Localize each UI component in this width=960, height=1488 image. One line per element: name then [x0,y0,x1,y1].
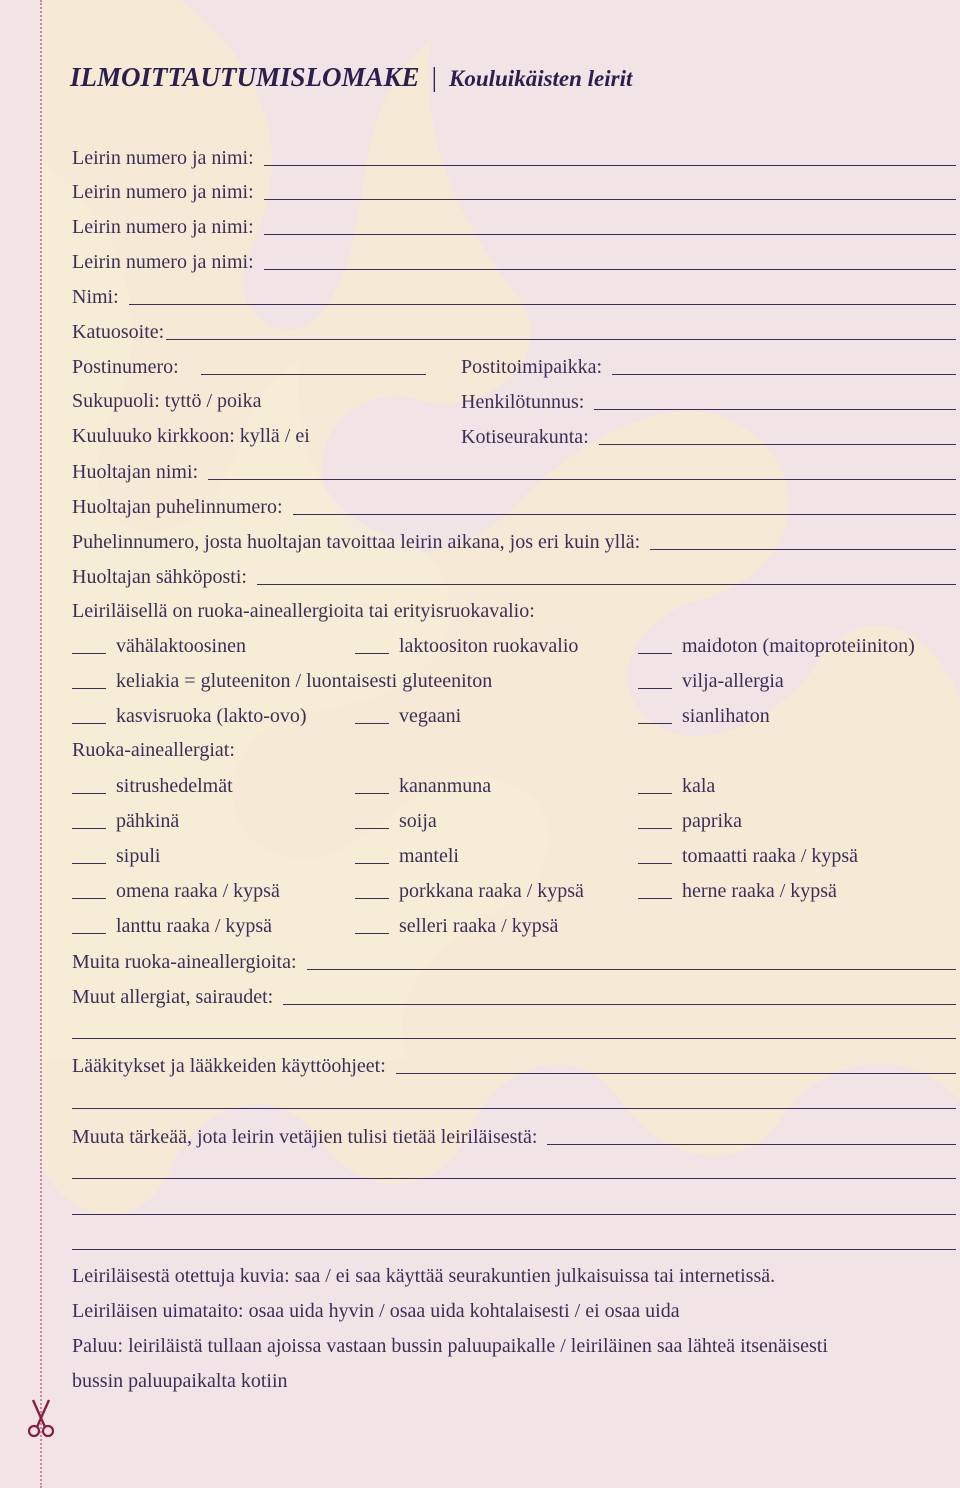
allergy-checkbox[interactable] [72,933,106,934]
allergy-option[interactable] [355,877,584,903]
camp-row-3 [72,211,956,239]
address-row [72,316,956,344]
other-allergies-label: Muut allergiat, sairaudet: [72,986,274,1008]
other-info-extra-line-1[interactable] [72,1178,956,1179]
guardian-email-field[interactable] [257,584,956,585]
parish-field[interactable] [599,444,956,445]
parish-label: Kotiseurakunta: [461,426,589,448]
other-info-field[interactable] [547,1144,956,1145]
medication-field[interactable] [396,1073,956,1074]
diet-option-label: vähälaktoosinen [116,635,246,657]
city-row [461,351,956,379]
name-row [72,281,956,309]
allergy-option[interactable] [72,807,179,833]
allergy-option[interactable] [638,842,858,868]
other-info-label: Muuta tärkeää, jota leirin vetäjien tulisi tietää leiriläisestä: [72,1126,538,1148]
other-info-row [72,1121,956,1149]
camp-field-4[interactable] [264,269,956,270]
allergy-checkbox[interactable] [355,793,389,794]
diet-option-label: vegaani [399,705,462,727]
medication-row [72,1050,956,1078]
diet-checkbox[interactable] [638,723,672,724]
diet-option[interactable] [355,702,461,728]
allergy-option[interactable] [72,912,272,938]
title-separator: | [431,62,437,92]
allergy-option-label: soija [399,810,437,832]
other-allergies-row [72,981,956,1009]
allergy-option-label: paprika [682,810,742,832]
camp-label-4: Leirin numero ja nimi: [72,251,254,273]
diet-checkbox[interactable] [72,653,106,654]
other-info-extra-line-3[interactable] [72,1249,956,1250]
postcode-row [72,351,426,379]
form-title-main: ILMOITTAUTUMISLOMAKE [70,62,420,92]
diet-option[interactable] [638,632,915,658]
guardian-phone-row [72,491,956,519]
swimming-skill-text: Leiriläisen uimataito: osaa uida hyvin / osaa uida kohtalaisesti / ei osaa uida [72,1300,680,1322]
allergy-option[interactable] [355,912,558,938]
allergy-checkbox[interactable] [638,898,672,899]
diet-option[interactable] [355,632,578,658]
allergy-checkbox[interactable] [638,793,672,794]
diet-checkbox[interactable] [638,653,672,654]
name-field[interactable] [129,304,956,305]
camp-phone-field[interactable] [650,549,956,550]
allergy-option-label: herne raaka / kypsä [682,880,837,902]
address-field[interactable] [166,339,956,340]
address-label: Katuosoite: [72,321,165,343]
allergy-checkbox[interactable] [355,933,389,934]
postcode-field[interactable] [201,374,426,375]
allergy-option-label: omena raaka / kypsä [116,880,280,902]
guardian-phone-field[interactable] [293,514,956,515]
allergy-checkbox[interactable] [72,793,106,794]
allergies-heading: Ruoka-aineallergiat: [72,739,235,761]
allergy-option[interactable] [72,842,160,868]
allergy-option-label: porkkana raaka / kypsä [399,880,584,902]
allergy-option-label: pähkinä [116,810,180,832]
allergy-option[interactable] [638,807,742,833]
allergy-checkbox[interactable] [72,828,106,829]
camp-phone-row [72,526,956,554]
allergy-option[interactable] [72,772,233,798]
other-allergies-extra-line[interactable] [72,1038,956,1039]
allergy-option[interactable] [355,772,491,798]
allergy-checkbox[interactable] [355,828,389,829]
diet-option[interactable] [72,632,246,658]
diet-option-label: kasvisruoka (lakto-ovo) [116,705,307,727]
guardian-name-label: Huoltajan nimi: [72,461,199,483]
diet-option-label: vilja-allergia [682,670,784,692]
allergy-checkbox[interactable] [638,863,672,864]
diet-checkbox[interactable] [72,688,106,689]
allergy-checkbox[interactable] [355,898,389,899]
guardian-phone-label: Huoltajan puhelinnumero: [72,496,283,518]
other-food-allergies-field[interactable] [307,969,956,970]
other-food-allergies-row [72,946,956,974]
camp-label-3: Leirin numero ja nimi: [72,216,254,238]
city-field[interactable] [612,374,956,375]
ssn-label: Henkilötunnus: [461,391,585,413]
guardian-name-field[interactable] [208,479,956,480]
diet-checkbox[interactable] [638,688,672,689]
return-text-line-2: bussin paluupaikalta kotiin [72,1370,288,1392]
other-allergies-field[interactable] [283,1004,956,1005]
camp-field-3[interactable] [264,234,956,235]
medication-extra-line[interactable] [72,1108,956,1109]
camp-row-4 [72,246,956,274]
guardian-name-row [72,456,956,484]
diet-option[interactable] [72,667,492,693]
parish-row [461,421,956,449]
allergy-checkbox[interactable] [72,863,106,864]
allergy-option[interactable] [72,877,280,903]
allergy-checkbox[interactable] [355,863,389,864]
city-label: Postitoimipaikka: [461,356,603,378]
allergy-option-label: sipuli [116,845,161,867]
diet-option-label: keliakia = gluteeniton / luontaisesti gluteeniton [116,670,493,692]
form-title-sub: Kouluikäisten leirit [448,66,633,91]
camp-phone-label: Puhelinnumero, josta huoltajan tavoittaa leirin aikana, jos eri kuin yllä: [72,531,641,553]
ssn-row [461,386,956,414]
allergy-option[interactable] [638,877,837,903]
allergy-option[interactable] [355,807,437,833]
guardian-email-label: Huoltajan sähköposti: [72,566,247,588]
name-label: Nimi: [72,286,119,308]
allergy-option[interactable] [638,772,715,798]
diet-checkbox[interactable] [355,723,389,724]
allergy-option-label: tomaatti raaka / kypsä [682,845,859,867]
guardian-email-row [72,561,956,589]
church-member-label: Kuuluuko kirkkoon: kyllä / ei [72,425,310,447]
allergy-option-label: selleri raaka / kypsä [399,915,559,937]
allergy-checkbox[interactable] [638,828,672,829]
ssn-field[interactable] [594,409,956,410]
return-text-line-1: Paluu: leiriläistä tullaan ajoissa vastaan bussin paluupaikalle / leiriläinen saa lähteä itsenäisesti [72,1335,828,1357]
camp-row-1 [72,142,956,170]
diet-option[interactable] [638,702,770,728]
diet-option-label: maidoton (maitoproteiiniton) [682,635,915,657]
camp-row-2 [72,176,956,204]
allergy-option-label: manteli [399,845,459,867]
camp-field-2[interactable] [264,199,956,200]
diet-option[interactable] [72,702,307,728]
diet-checkbox[interactable] [72,723,106,724]
allergy-option-label: kananmuna [399,775,492,797]
medication-label: Lääkitykset ja lääkkeiden käyttöohjeet: [72,1055,386,1077]
allergy-option-label: sitrushedelmät [116,775,233,797]
photo-consent-text: Leiriläisestä otettuja kuvia: saa / ei saa käyttää seurakuntien julkaisuissa tai internetissä. [72,1265,776,1287]
diet-heading: Leiriläisellä on ruoka-aineallergioita tai erityisruokavalio: [72,600,535,622]
other-food-allergies-label: Muita ruoka-aineallergioita: [72,951,297,973]
gender-label: Sukupuoli: tyttö / poika [72,390,262,412]
allergy-option-label: lanttu raaka / kypsä [116,915,273,937]
camp-field-1[interactable] [264,165,956,166]
allergy-option-label: kala [682,775,716,797]
camp-label-1: Leirin numero ja nimi: [72,147,254,169]
allergy-checkbox[interactable] [72,898,106,899]
postcode-label: Postinumero: [72,356,179,378]
form-title [70,62,632,93]
diet-option-label: laktoositon ruokavalio [399,635,579,657]
diet-checkbox[interactable] [355,653,389,654]
other-info-extra-line-2[interactable] [72,1214,956,1215]
diet-option-label: sianlihaton [682,705,770,727]
allergy-option[interactable] [355,842,459,868]
diet-option[interactable] [638,667,784,693]
camp-label-2: Leirin numero ja nimi: [72,181,254,203]
